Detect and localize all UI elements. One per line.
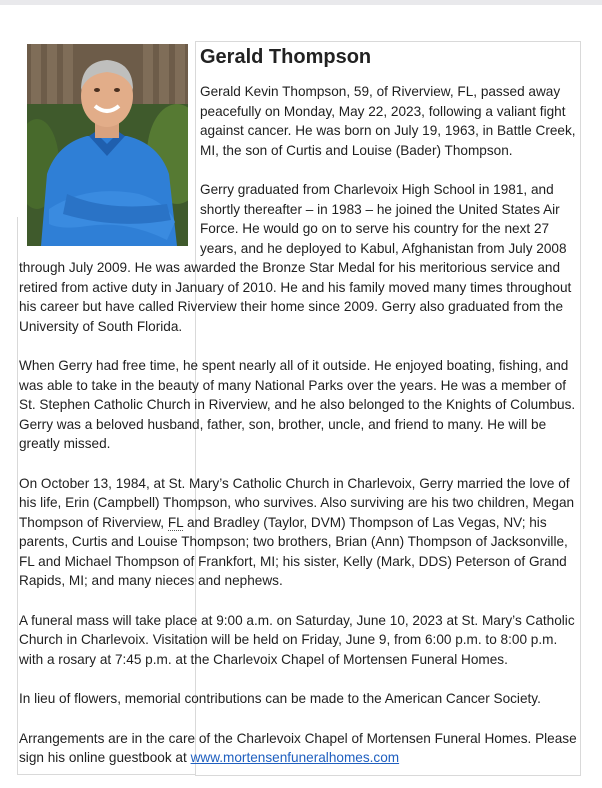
top-bar bbox=[0, 0, 602, 5]
portrait-illustration bbox=[27, 44, 188, 246]
paragraph-services: A funeral mass will take place at 9:00 a.m. on Saturday, June 10, 2023 at St. Mary’s Catholic Church in Charlevoix. Visitation will be held on Friday, June 9, from 6:00 p.m. to 8:00 p.m. with a rosary at 7:45 p.m. at the Charlevoix Chapel of Mortensen Funeral Homes. bbox=[19, 612, 575, 667]
frame-bottom-edge bbox=[17, 774, 196, 775]
paragraph-memorials: In lieu of flowers, memorial contributions can be made to the American Cancer Society. bbox=[19, 691, 541, 706]
obituary-page bbox=[17, 15, 580, 777]
survivors-text-b: and Bradley (Taylor, DVM) Thompson of Las Vegas, NV; his parents, Curtis and Louise Thompson; two brothers, Brian (Ann) Thompson of Jacksonville, FL and Michael Thompson of Frankfort, MI; his sister, Kelly (Mark, DDS) Peterson of Grand Rapids, MI; and many nieces and nephews. bbox=[19, 514, 568, 588]
paragraph-career: Gerry graduated from Charlevoix High School in 1981, and shortly thereafter – in 1983 – he joined the United States Air Force. He would go on to serve his country for the next 27 years, and he deployed to Kabul, Afghanistan from July 2008 through July 2009. He was awarded the Bronze Star Medal for his meritorious service and retired from active duty in January of 2010. He and his family moved many times throughout his career but have called Riverview their home since 2009. Gerry also graduated from the University of South Florida. bbox=[19, 182, 572, 334]
obituary-content bbox=[17, 44, 580, 768]
paragraph-intro: Gerald Kevin Thompson, 59, of Riverview, FL, passed away peacefully on Monday, May 22, 2023, following a valiant fight against cancer. He was born on July 19, 1963, in Battle Creek, MI, the son of Curtis and Louise (Bader) Thompson. bbox=[200, 84, 576, 158]
obituary-name: Gerald Thompson bbox=[200, 46, 372, 68]
state-abbreviation: FL bbox=[167, 514, 184, 530]
paragraph-survivors bbox=[19, 474, 577, 591]
guestbook-link[interactable]: www.mortensenfuneralhomes.com bbox=[190, 750, 400, 765]
arrangements-text: Arrangements are in the care of the Charlevoix Chapel of Mortensen Funeral Homes. Please sign his online guestbook at bbox=[19, 730, 577, 765]
paragraph-arrangements bbox=[19, 729, 577, 768]
portrait-photo bbox=[27, 44, 188, 246]
survivors-text-a: On October 13, 1984, at St. Mary’s Catholic Church in Charlevoix, Gerry married the love of his life, Erin (Campbell) Thompson, who survives. Also surviving are his two children, Megan Thompson of Riverview, bbox=[19, 475, 575, 530]
paragraph-interests: When Gerry had free time, he spent nearly all of it outside. He enjoyed boating, fishing, and was able to take in the beauty of many National Parks over the years. He was a member of St. Stephen Catholic Church in Riverview, and he also belonged to the Knights of Columbus. Gerry was a beloved husband, father, son, brother, uncle, and friend to many. He will be greatly missed. bbox=[19, 358, 576, 451]
